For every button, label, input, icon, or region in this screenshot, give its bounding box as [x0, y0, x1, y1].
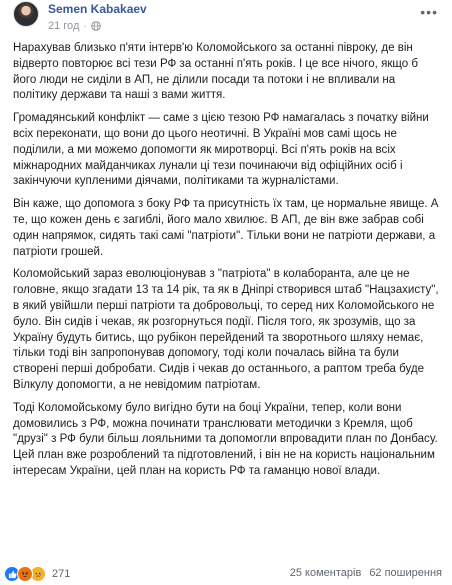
- globe-icon[interactable]: [91, 21, 101, 31]
- avatar[interactable]: [13, 1, 39, 27]
- post-meta: [48, 20, 101, 32]
- separator-dot: ·: [83, 20, 87, 32]
- post-time[interactable]: 21 год: [48, 20, 80, 32]
- shares-count[interactable]: 62 поширення: [369, 567, 442, 579]
- post-paragraph: Нарахував близько п'яти інтерв'ю Коломойського за останні півроку, де він відверто повторює всі тези РФ за останні п'ять років. І це все нічого, якщо б його люди не сиділи в АП, не ділили посади та потоки і не впливали на політику держави та наші з вами життя.: [13, 42, 419, 102]
- comments-count[interactable]: 25 коментарів: [289, 567, 362, 579]
- post-header: [0, 0, 452, 40]
- post-paragraph: Коломойський зараз еволюціонував з "патріота" в колаборанта, але це не головне, якщо згадати 13 та 14 рік, та як в Дніпрі створився штаб "Нацзахисту", в який увійшли перші патріоти та добровольці, то серед них Коломойського не було. Він сидів і чекав, як розгорнуться події. Після того, як зрозумів, що за Україну будуть битись, що рубікон перейдений та зворотнього шляху немає, тільки тоді він запропонував допомогу, тоді коли почалась війна та були створені перші добробати. Сидів і чекав до останнього, а раптом треба буде Вілкулу допомогти, а не невідомим патріотам.: [13, 268, 439, 391]
- angry-icon: [17, 566, 33, 582]
- post-paragraph: Громадянський конфлікт — саме з цією тезою РФ намагалась з початку війни всіх переконати, що вони до цього неотичні. В Україні мов самі щось не поділили, а ми можемо допомогти як миротворці. Всі п'ять років на всіх міжнародних майданчиках лунали ці тези починаючи від офіційних осіб і закінчуючи купленими діячами, політиками та журналістами.: [13, 112, 429, 188]
- post-paragraph: Він каже, що допомога з боку РФ та присутність їх там, це нормальне явище. А те, що кожен день є загиблі, його мало хвилює. В АП, де він вже забрав собі один напрямок, сидять такі самі "патріоти". Тільки вони не патріоти держави, а патріоти грошей.: [13, 198, 439, 258]
- reaction-count[interactable]: 271: [52, 568, 71, 580]
- more-icon[interactable]: •••: [420, 4, 438, 20]
- engagement-stats: [290, 567, 442, 579]
- post-footer: [0, 566, 452, 585]
- reactions-summary[interactable]: [4, 566, 70, 582]
- post-paragraph: Тоді Коломойському було вигідно бути на боці України, тепер, коли вони домовились з РФ, можна починати транслювати методички з Кремля, щоб "друзі" з РФ були більш лояльними та допомогли впровадити план по Донбасу. Цей план вже розроблений та підготовлений, і він не на користь національним інтересам України, цей план на користь РФ та гаманцю нової влади.: [13, 401, 438, 477]
- author-name[interactable]: Semen Kabakaev: [48, 2, 147, 16]
- post-body: [13, 41, 441, 487]
